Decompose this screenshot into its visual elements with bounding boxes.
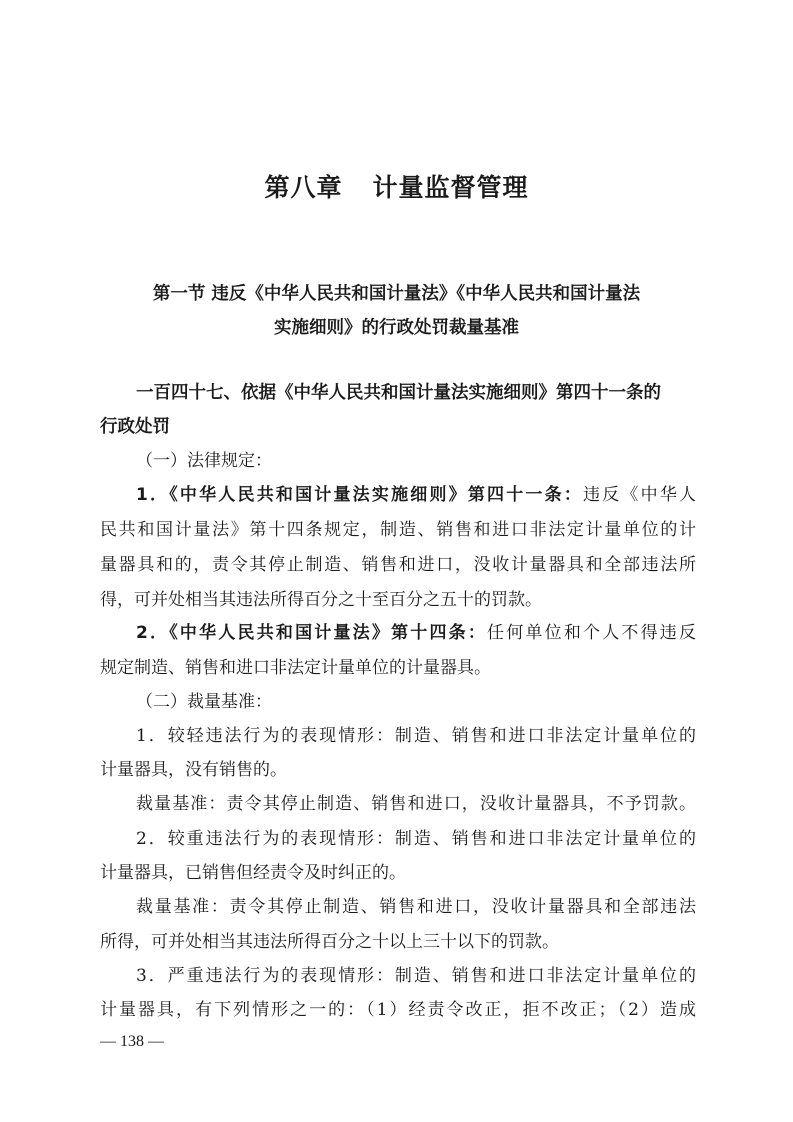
legal-p1-line-1 <box>136 484 696 506</box>
chapter-number: 第八章 <box>264 173 343 202</box>
standard-s2-line-1: 2．较重违法行为的表现情形：制造、销售和进口非法定计量单位的 <box>136 829 696 849</box>
standard-s2-basis-line-1: 裁量基准：责令其停止制造、销售和进口，没收计量器具和全部违法 <box>136 897 696 917</box>
standard-s3-line-1: 3．严重违法行为的表现情形：制造、销售和进口非法定计量单位的 <box>136 966 696 986</box>
legal-p1-lead: 1．《中华人民共和国计量法实施细则》第四十一条： <box>136 485 584 505</box>
chapter-name: 计量监督管理 <box>372 173 529 202</box>
legal-p2-line-2: 规定制造、销售和进口非法定计量单位的计量器具。 <box>100 658 491 678</box>
standard-s2-line-2: 计量器具，已销售但经责令及时纠正的。 <box>100 863 406 883</box>
legal-p1-rest: 违反《中华人 <box>583 485 697 505</box>
standard-s1-line-2: 计量器具，没有销售的。 <box>100 760 287 780</box>
standard-s1-line-1: 1．较轻违法行为的表现情形：制造、销售和进口非法定计量单位的 <box>136 726 696 746</box>
section-title-line-1: 第一节 违反《中华人民共和国计量法》《中华人民共和国计量法 <box>152 284 641 304</box>
legal-p1-line-2: 民共和国计量法》第十四条规定，制造、销售和进口非法定计量单位的计 <box>100 520 696 540</box>
chapter-title <box>0 168 793 204</box>
section-title-line-2: 实施细则》的行政处罚裁量基准 <box>274 318 519 338</box>
standard-s3-line-2: 计量器具，有下列情形之一的：（1）经责令改正，拒不改正；（2）造成 <box>100 1000 696 1020</box>
standard-heading: （二）裁量基准： <box>136 692 272 712</box>
legal-heading: （一）法律规定： <box>136 451 272 471</box>
article-title-line-2: 行政处罚 <box>100 417 170 437</box>
standard-s2-basis-line-2: 所得，可并处相当其违法所得百分之十以上三十以下的罚款。 <box>100 932 559 952</box>
page-number: — 138 — <box>100 1033 164 1050</box>
article-title-line-1: 一百四十七、依据《中华人民共和国计量法实施细则》第四十一条的 <box>136 383 661 403</box>
legal-p2-rest: 任何单位和个人不得违反 <box>487 623 697 643</box>
legal-p1-line-3: 量器具和的，责令其停止制造、销售和进口，没收计量器具和全部违法所 <box>100 555 696 575</box>
legal-p2-lead: 2．《中华人民共和国计量法》第十四条： <box>136 623 488 643</box>
standard-s1-basis: 裁量基准：责令其停止制造、销售和进口，没收计量器具，不予罚款。 <box>136 794 696 814</box>
legal-p2-line-1 <box>136 622 696 644</box>
legal-p1-line-4: 得，可并处相当其违法所得百分之十至百分之五十的罚款。 <box>100 590 542 610</box>
